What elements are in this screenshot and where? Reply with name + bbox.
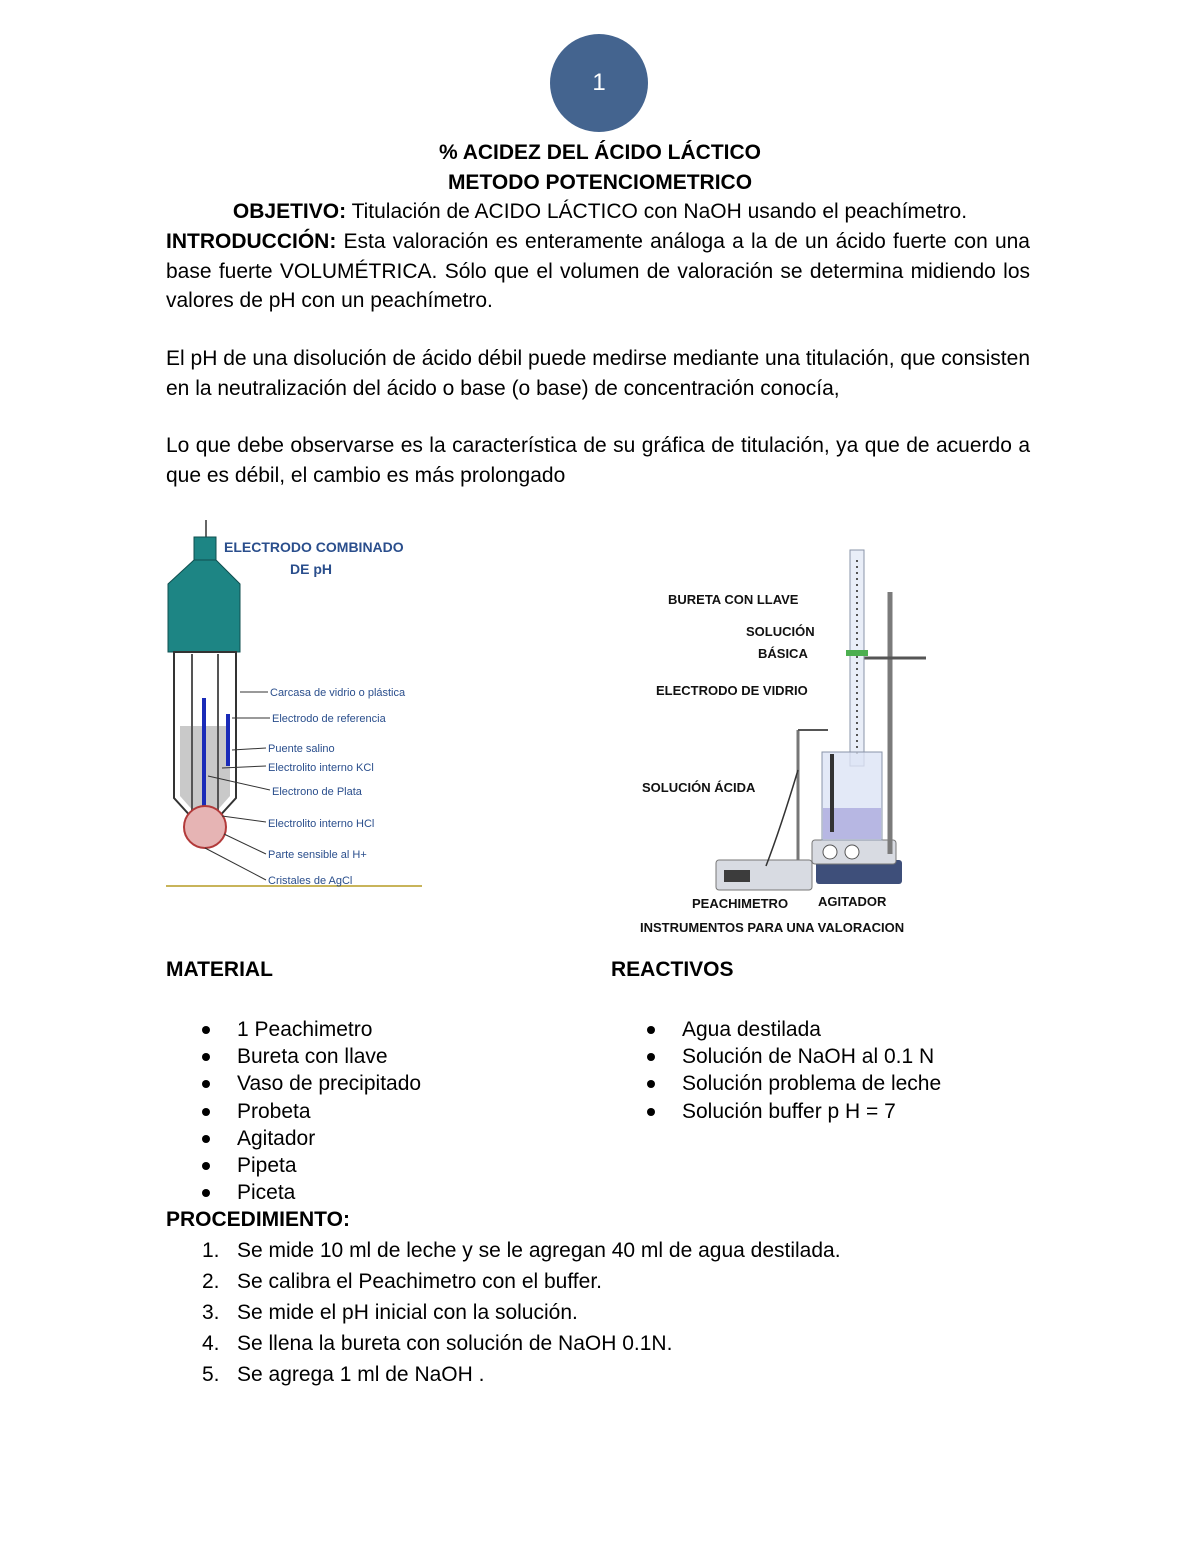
- electrode-label-6: Electrolito interno HCl: [268, 818, 375, 830]
- introduction-paragraph: [166, 227, 1030, 316]
- material-item: Probeta: [166, 1098, 421, 1125]
- document-title: % ACIDEZ DEL ÁCIDO LÁCTICO: [438, 141, 761, 164]
- label-burette: BURETA CON LLAVE: [668, 592, 799, 607]
- material-item: Vaso de precipitado: [166, 1070, 421, 1097]
- procedure-step: [166, 1235, 841, 1266]
- stirrer-knob-right: [845, 845, 859, 859]
- reactivo-item: Solución problema de leche: [611, 1070, 941, 1097]
- step-text: Se mide el pH inicial con la solución.: [237, 1301, 578, 1324]
- electrode-title-1: ELECTRODO COMBINADO: [224, 539, 404, 555]
- step-number: 5.: [202, 1363, 220, 1386]
- reactivo-item: Agua destilada: [611, 1016, 941, 1043]
- page-number: 1: [592, 69, 606, 96]
- electrode-title-2: DE pH: [290, 561, 332, 577]
- objective-line: [0, 200, 1200, 224]
- material-item: 1 Peachimetro: [166, 1016, 421, 1043]
- introduction-label: INTRODUCCIÓN:: [166, 230, 337, 253]
- step-number: 2.: [202, 1270, 220, 1293]
- objective-label: OBJETIVO:: [232, 200, 347, 223]
- reactivo-item: Solución buffer p H = 7: [611, 1098, 941, 1125]
- procedure-step: [166, 1328, 841, 1359]
- procedure-step: [166, 1359, 841, 1390]
- leader-7: [224, 834, 266, 854]
- electrode-label-1: Carcasa de vidrio o plástica: [270, 687, 406, 699]
- electrode-label-5: Electrono de Plata: [272, 786, 362, 798]
- reactivo-item: Solución de NaOH al 0.1 N: [611, 1043, 941, 1070]
- procedure-heading: PROCEDIMIENTO:: [166, 1208, 350, 1231]
- step-number: 1.: [202, 1239, 220, 1262]
- reactivos-heading: REACTIVOS: [611, 958, 734, 981]
- electrode-label-8: Cristales de AgCl: [268, 875, 353, 887]
- step-number: 3.: [202, 1301, 220, 1324]
- leader-3: [232, 748, 266, 750]
- procedure-step: [166, 1297, 841, 1328]
- label-basic: BÁSICA: [758, 646, 808, 661]
- label-stirrer: AGITADOR: [818, 894, 887, 909]
- material-item: Bureta con llave: [166, 1043, 421, 1070]
- ph-meter-display: [724, 870, 750, 882]
- electrode-label-4: Electrolito interno KCl: [268, 762, 374, 774]
- paragraph-3: Lo que debe observarse es la característica de su gráfica de titulación, ya que de acuerdo a que es débil, el cambio es más prolongado: [166, 434, 1030, 487]
- material-item: Piceta: [166, 1179, 421, 1206]
- leader-8: [205, 848, 266, 880]
- label-ph-meter: PEACHIMETRO: [692, 896, 789, 911]
- stirrer-knob-left: [823, 845, 837, 859]
- titration-caption: INSTRUMENTOS PARA UNA VALORACION: [640, 920, 905, 935]
- leader-6: [222, 816, 266, 822]
- introduction-text: Esta valoración es enteramente análoga a la de un ácido fuerte con una base fuerte VOLUMÉTRICA. Sólo que el volumen de valoración se determina midiendo los valores de pH con un peachímetro.: [166, 230, 1030, 312]
- material-item: Pipeta: [166, 1152, 421, 1179]
- step-text: Se mide 10 ml de leche y se le agregan 40 ml de agua destilada.: [237, 1239, 841, 1262]
- label-glass-electrode: ELECTRODO DE VIDRIO: [656, 683, 808, 698]
- step-number: 4.: [202, 1332, 220, 1355]
- paragraph-2: El pH de una disolución de ácido débil puede medirse mediante una titulación, que consisten en la neutralización del ácido o base (o base) de concentración conocía,: [166, 347, 1030, 400]
- electrode-label-2: Electrodo de referencia: [272, 713, 386, 725]
- step-text: Se calibra el Peachimetro con el buffer.: [237, 1270, 602, 1293]
- electrode-head: [168, 560, 240, 652]
- sensitive-bulb: [184, 806, 226, 848]
- electrode-label-7: Parte sensible al H+: [268, 849, 367, 861]
- step-text: Se llena la bureta con solución de NaOH 0.1N.: [237, 1332, 673, 1355]
- electrode-cable: [766, 770, 798, 866]
- document-subtitle: METODO POTENCIOMETRICO: [447, 171, 753, 194]
- step-text: Se agrega 1 ml de NaOH .: [237, 1363, 485, 1386]
- material-list: [166, 1016, 421, 1206]
- titration-figure: [636, 540, 981, 940]
- procedure-step: [166, 1266, 841, 1297]
- objective-text: Titulación de ACIDO LÁCTICO con NaOH usando el peachímetro.: [346, 200, 968, 223]
- label-acid-solution: SOLUCIÓN ÁCIDA: [642, 780, 756, 795]
- electrode-connector: [194, 537, 216, 561]
- electrode-figure: [160, 516, 430, 892]
- electrode-label-3: Puente salino: [268, 743, 335, 755]
- material-heading: MATERIAL: [166, 958, 273, 981]
- procedure-list: [166, 1235, 841, 1390]
- label-solution: SOLUCIÓN: [746, 624, 815, 639]
- page-number-badge: [550, 34, 648, 132]
- burette-stopcock: [846, 650, 868, 656]
- material-item: Agitador: [166, 1125, 421, 1152]
- reactivos-list: [611, 1016, 941, 1125]
